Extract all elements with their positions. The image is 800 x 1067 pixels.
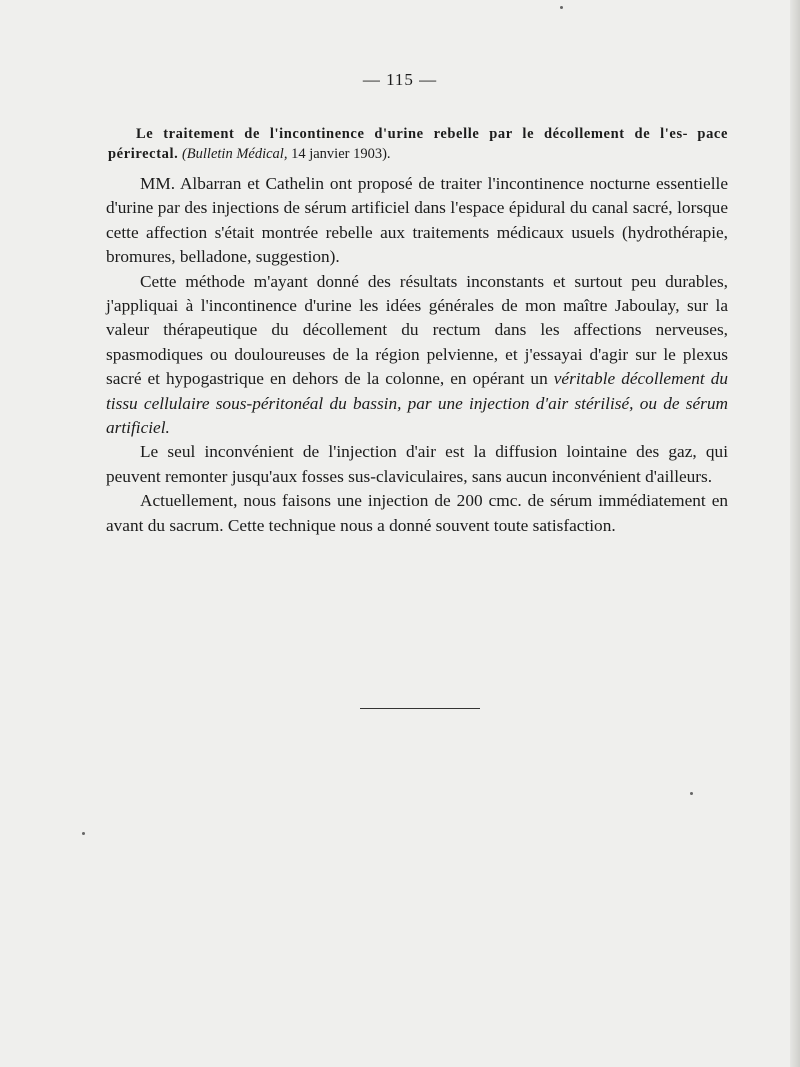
source-journal: (Bulletin Médical, [181, 146, 288, 162]
paragraph-2-connector: ou [639, 393, 657, 413]
paragraph-2 [106, 270, 728, 441]
source-date: 14 janvier 1903). [291, 146, 391, 162]
paragraph-4: Actuellement, nous faisons une injection de 200 cmc. de sérum immédiatement en avant du sacrum. Cette technique nous a donné souvent toute satisfaction. [106, 491, 728, 535]
paper-speck [560, 6, 563, 9]
page-edge-shadow [790, 0, 800, 1067]
paragraph-3: Le seul inconvénient de l'injection d'air est la diffusion lointaine des gaz, qui peuvent remonter jusqu'aux fosses sus-claviculaires, sans aucun inconvénient d'ailleurs. [106, 442, 728, 486]
paragraph-2-italic-1: véritable décollement du tissu cellulaire sous-péritonéal du bassin, par une injection d'air stérilisé, [106, 369, 728, 413]
article-heading [108, 124, 728, 164]
paper-speck [690, 792, 693, 795]
paragraph-1: MM. Albarran et Cathelin ont proposé de traiter l'incontinence nocturne essentielle d'urine par des injections de sérum artificiel dans l'espace épidural du canal sacré, lorsque cette affection s'était montrée rebelle aux traitements médicaux usuels (hydrothérapie, bromures, belladone, suggestion). [106, 174, 728, 267]
paragraph-2-start: Cette méthode m'ayant donné des résultats inconstants et surtout peu durables, j'appliquai à l'incontinence d'urine les idées générales de mon maître Jaboulay, sur la valeur thérapeutique du décollement du rectum dans les affections nerveuses, spasmodiques ou douloureuses de la région pelvienne, et j'essayai d'agir sur le plexus sacré et hypogastrique en dehors de la colonne, en opérant un [106, 271, 728, 389]
paper-speck [82, 832, 85, 835]
article-title-line2: pace périrectal. [108, 126, 729, 162]
article-title-line1: Le traitement de l'incontinence d'urine rebelle par le décollement de l'es- [136, 126, 689, 142]
paragraph-2-italic-2: de sérum artificiel. [106, 393, 728, 438]
article-body [106, 172, 728, 538]
page-number: — 115 — [362, 70, 438, 89]
section-divider [360, 708, 480, 709]
